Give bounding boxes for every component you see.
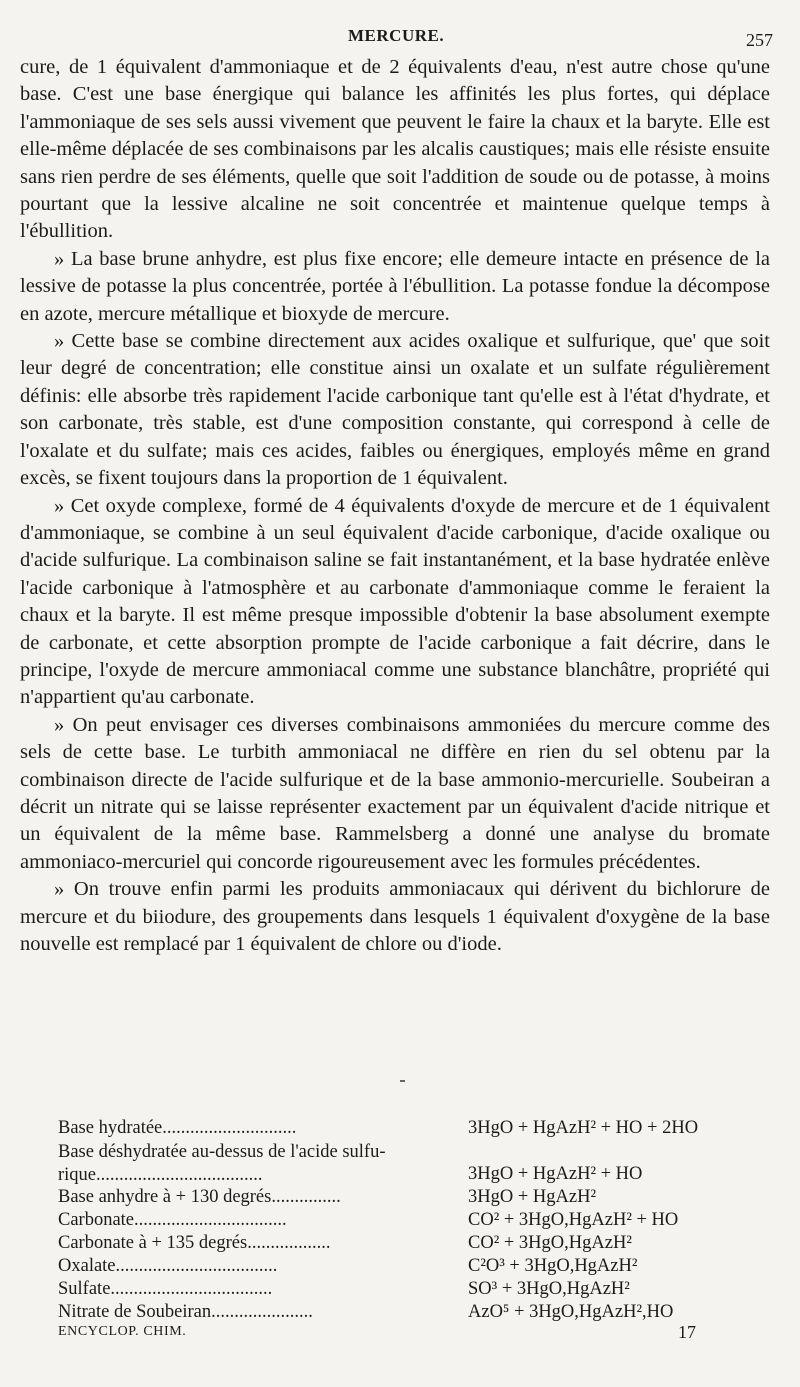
paragraph: » La base brune anhydre, est plus fixe encore; elle demeure intacte en présence de la lessive de potasse la plus concentrée, portée à l'ébullition. La potasse fondue la décompose en azote, mercure métallique et bioxyde de mercure. (20, 247, 770, 325)
formula-row (58, 1279, 778, 1302)
formula-value: CO² + 3HgO,HgAzH² (468, 1233, 632, 1253)
formula-label: Sulfate................................... (58, 1279, 273, 1299)
formula-label: Nitrate de Soubeiran...................... (58, 1302, 313, 1322)
section-divider (400, 1080, 405, 1082)
formula-row (58, 1233, 778, 1256)
page-header (0, 22, 800, 52)
formula-row (58, 1118, 778, 1141)
formula-row (58, 1187, 778, 1210)
formula-value: SO³ + 3HgO,HgAzH² (468, 1279, 630, 1299)
paragraph: cure, de 1 équivalent d'ammoniaque et de 2 équivalents d'eau, n'est autre chose qu'une base. C'est une base énergique qui balance les affinités les plus fortes, qui déplace l'ammoniaque de ses sels aussi vivement que peuvent le faire la chaux et la baryte. Elle est elle-même déplacée de ses combinaisons par les alcalis caustiques; mais elle résiste ensuite sans rien perdre de ses éléments, quelle que soit l'addition de soude ou de potasse, à moins pourtant que la lessive alcaline ne soit concentrée et maintenue quelque temps à l'ébullition. (20, 56, 770, 243)
footer-signature: ENCYCLOP. CHIM. (58, 1324, 187, 1339)
formula-value: CO² + 3HgO,HgAzH² + HO (468, 1210, 679, 1230)
formula-label: Carbonate à + 135 degrés.................. (58, 1233, 331, 1253)
page-footer (58, 1322, 758, 1346)
formula-value: C²O³ + 3HgO,HgAzH² (468, 1256, 638, 1276)
formula-label: Oxalate................................... (58, 1256, 278, 1276)
running-title: MERCURE. (348, 26, 445, 45)
formula-row (58, 1141, 778, 1187)
paragraph: » On peut envisager ces diverses combinaisons ammoniées du mercure comme des sels de cette base. Le turbith ammoniacal ne diffère en rien du sel obtenu par la combinaison directe de l'acide sulfurique et de la base ammonio-mercurielle. Soubeiran a décrit un nitrate qui se laisse représenter exactement par un équivalent d'acide nitrique et un équivalent de la même base. Rammelsberg a donné une analyse du bromate ammoniaco-mercuriel qui concorde rigoureusement avec les formules précédentes. (20, 713, 770, 873)
body-text (20, 54, 770, 958)
paragraph: » Cette base se combine directement aux acides oxalique et sulfurique, que' que soit leur degré de concentration; elle constitue ainsi un oxalate et un sulfate régulièrement définis: elle absorbe très rapidement l'acide carbonique tant qu'elle est à l'état d'hydrate, et son carbonate, très stable, est d'une composition constante, qui correspond à celle de l'oxalate et du sulfate; mais ces acides, faibles ou énergiques, employés même en grand excès, se fixent toujours dans la proportion de 1 équivalent. (20, 330, 770, 490)
formula-value: AzO⁵ + 3HgO,HgAzH²,HO (468, 1302, 674, 1322)
formula-row (58, 1210, 778, 1233)
page-number: 257 (746, 30, 773, 50)
formula-row (58, 1256, 778, 1279)
formula-label: Base hydratée............................. (58, 1118, 297, 1138)
formula-value: 3HgO + HgAzH² (468, 1187, 596, 1207)
formula-label: Base anhydre à + 130 degrés............... (58, 1187, 341, 1207)
formula-label: Carbonate................................. (58, 1210, 287, 1230)
formula-table (58, 1118, 778, 1325)
footer-sheet-number: 17 (678, 1322, 696, 1342)
formula-value: 3HgO + HgAzH² + HO + 2HO (468, 1118, 699, 1138)
paragraph: » On trouve enfin parmi les produits ammoniacaux qui dérivent du bichlorure de mercure et du biiodure, des groupements dans lesquels 1 équivalent d'oxygène de la base nouvelle est remplacé par 1 équivalent de chlore ou d'iode. (20, 878, 770, 955)
paragraph: » Cet oxyde complexe, formé de 4 équivalents d'oxyde de mercure et de 1 équivalent d'ammoniaque, se combine à un seul équivalent d'acide carbonique, d'acide oxalique ou d'acide sulfurique. La combinaison saline se fait instantanément, et la base hydratée enlève l'acide carbonique à l'atmosphère et au carbonate d'ammoniaque comme le feraient la chaux et la baryte. Il est même presque impossible d'obtenir la base absolument exempte de carbonate, et cette absorption prompte de l'acide carbonique a fait décrire, dans le principe, l'oxyde de mercure ammoniacal comme une substance blanchâtre, propriété qui n'appartient qu'au carbonate. (20, 494, 770, 709)
formula-label: Base déshydratée au-dessus de l'acide sulfurique.................................... (58, 1142, 386, 1185)
formula-value: 3HgO + HgAzH² + HO (468, 1164, 643, 1184)
